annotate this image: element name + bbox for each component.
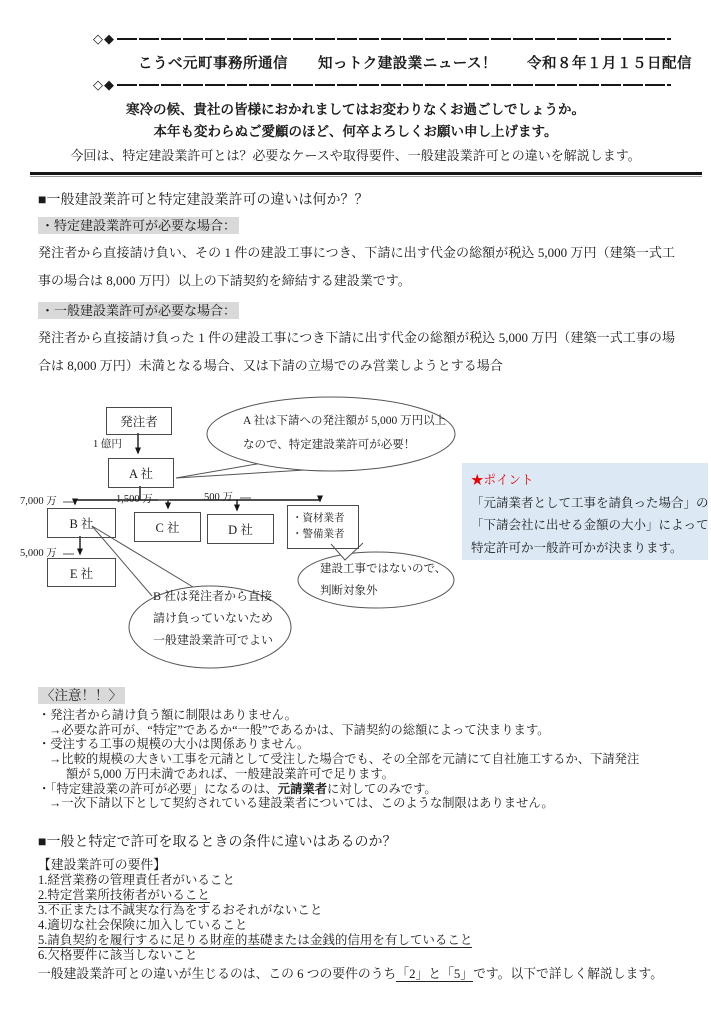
requirement-item-1-text: 1.経営業務の管理責任者がいること — [38, 872, 235, 887]
box-client-label: 発注者 — [120, 415, 158, 429]
masthead — [0, 0, 711, 165]
section-requirements — [38, 833, 675, 983]
notice-label: 〈注意！！〉 — [38, 687, 125, 704]
closing-line — [38, 966, 675, 983]
newsletter-title: こうべ元町事務所通信 知っトク建設業ニュース！ 令和８年１月１５日配信 — [138, 56, 692, 72]
amount-label-500: 500 万 — [204, 492, 233, 503]
highlight-label-tokutei: ・特定建設業許可が必要な場合： — [38, 217, 239, 234]
point-title: ★ポイント — [471, 473, 534, 487]
amount-label-5000: 5,000 万 — [20, 548, 57, 559]
notice-bullet-3-bold: 元請業者 — [277, 781, 327, 796]
bubble-b-text-line1: B 社は発注者から直接 — [153, 589, 273, 603]
notice-bullet-3 — [38, 782, 675, 797]
requirements-subheading: 【建設業許可の要件】 — [38, 857, 166, 872]
notice-bullet-2: ・受注する工事の規模の大小は関係ありません。 — [38, 737, 310, 752]
requirement-item-2 — [38, 888, 675, 903]
closing-underlined: 「2」と「5」 — [396, 966, 474, 981]
section-difference — [0, 191, 711, 380]
box-company-a-label: A 社 — [129, 467, 153, 481]
amount-label-1500: 1,500 万 — [116, 494, 153, 505]
requirement-item-5-text: 5.請負契約を履行するに足りる財産的基礎または金銭的信用を有していること — [38, 932, 473, 947]
greeting-line-1: 寒冷の候、貴社の皆様におかれましてはお変わりなくお過ごしでしょうか。 — [126, 102, 585, 117]
bubble-b-text-line2: 請け負っていないため — [153, 611, 274, 625]
notice-bullet-2-sub: →比較的規模の大きい工事を元請として受注した場合でも、その全部を元請にて自社施工するか、下請発注 — [49, 752, 640, 767]
notice-lines — [38, 708, 675, 811]
paragraph-tokutei: 発注者から直接請け負い、その 1 件の建設工事につき、下請に出す代金の総額が税込 5,000 万円（建築一式工事の場合は 8,000 万円）以上の下請契約を締結する建設業です。 — [38, 245, 675, 288]
bubble-shizai-text-line2: 判断対象外 — [320, 585, 378, 597]
label-row — [38, 301, 711, 320]
point-line-2: 「下請会社に出せる金額の大小」によって — [471, 518, 709, 532]
closing-pre: 一般建設業許可との違いが生じるのは、この 6 つの要件のうち — [38, 966, 397, 981]
notice-bullet-1-sub: →必要な許可が、“特定”であるか“一般”であるかは、下請契約の総額によって決まります。 — [49, 722, 550, 737]
box-client — [106, 407, 172, 435]
requirement-item-6-text: 6.欠格要件に該当しないこと — [38, 947, 198, 962]
box-suppliers — [287, 505, 359, 549]
point-callout-box — [462, 463, 708, 560]
box-company-e — [47, 558, 116, 587]
section-heading: ■一般建設業許可と特定建設業許可の違いは何か？？ — [38, 193, 369, 208]
box-company-c-label: C 社 — [155, 521, 180, 535]
requirements-heading: ■一般と特定で許可を取るときの条件に違いはあるのか？ — [38, 834, 397, 850]
box-company-b — [47, 508, 116, 538]
supplier-item-1: ・資材業者 — [292, 513, 345, 524]
box-company-d — [207, 514, 274, 544]
section-separator-rule — [30, 172, 702, 177]
bubble-shizai-text-line1: 建設工事ではないので、 — [320, 563, 447, 575]
notice-bullet-1: ・発注者から請け負う額に制限はありません。 — [38, 708, 297, 722]
notice-bullet-2-sub-wrap: 額が 5,000 万円未満であれば、一般建設業許可で足ります。 — [66, 766, 394, 781]
requirement-item-2-text: 2.特定営業所技術者がいること — [38, 887, 210, 902]
paragraph-ippan: 発注者から直接請け負った 1 件の建設工事につき下請に出す代金の総額が税込 5,000 万円（建築一式工事の場合は 8,000 万円）未満となる場合、又は下請の立場でのみ営業しようとする場合 — [38, 330, 675, 373]
amount-label-1oku: 1 億円 — [93, 439, 122, 450]
box-company-b-label: B 社 — [69, 517, 94, 531]
requirement-item-4 — [38, 918, 675, 933]
requirement-item-4-text: 4.適切な社会保険に加入していること — [38, 917, 248, 932]
box-company-e-label: E 社 — [69, 566, 94, 581]
box-company-d-label: D 社 — [228, 523, 253, 537]
supplier-item-2: ・警備業者 — [292, 529, 345, 540]
diamond-icon: ◇◆ — [93, 77, 115, 92]
dashed-rule — [117, 38, 671, 40]
greeting-line-2: 本年も変わらぬご愛顧のほど、何卒よろしくお願い申し上げます。 — [153, 124, 558, 139]
requirement-item-1 — [38, 873, 675, 888]
subcontract-diagram — [0, 390, 711, 670]
bubble-a-text-line1: A 社は下請への発注額が 5,000 万円以上 — [243, 415, 447, 427]
requirement-item-3 — [38, 903, 675, 918]
dashed-rule — [117, 84, 671, 86]
intro-line: 今回は、特定建設業許可とは？必要なケースや取得要件、一般建設業許可との違いを解説します。 — [70, 148, 641, 163]
amount-label-7000: 7,000 万 — [20, 496, 57, 507]
point-line-3: 特定許可か一般許可かが決まります。 — [471, 540, 683, 555]
bubble-b-text-line3: 一般建設業許可でよい — [153, 633, 274, 647]
box-company-c — [134, 512, 201, 542]
notice-bullet-3-sub: →一次下請以下として契約されている建設業者については、このような制限はありません。 — [49, 796, 554, 811]
requirement-item-6 — [38, 948, 675, 963]
label-row — [38, 684, 675, 705]
notice-bullet-3-pre: ・「特定建設業の許可が必要」になるのは、 — [38, 781, 278, 796]
highlight-label-ippan: ・一般建設業許可が必要な場合： — [38, 302, 239, 319]
diamond-icon: ◇◆ — [93, 31, 115, 46]
decorative-rule-top — [93, 32, 671, 46]
bubble-a-text-line2: なので、特定建設業許可が必要！ — [243, 439, 416, 451]
decorative-rule-bottom — [93, 78, 671, 92]
box-company-a — [108, 458, 174, 488]
closing-post: です。以下で詳しく解説します。 — [473, 966, 663, 981]
requirement-item-3-text: 3.不正または不誠実な行為をするおそれがないこと — [38, 902, 323, 917]
section-notice — [38, 684, 675, 811]
point-line-1: 「元請業者として工事を請負った場合」の — [471, 495, 709, 510]
requirement-item-5 — [38, 933, 675, 948]
notice-bullet-3-post: に対してのみです。 — [327, 781, 437, 796]
label-row — [38, 216, 711, 235]
